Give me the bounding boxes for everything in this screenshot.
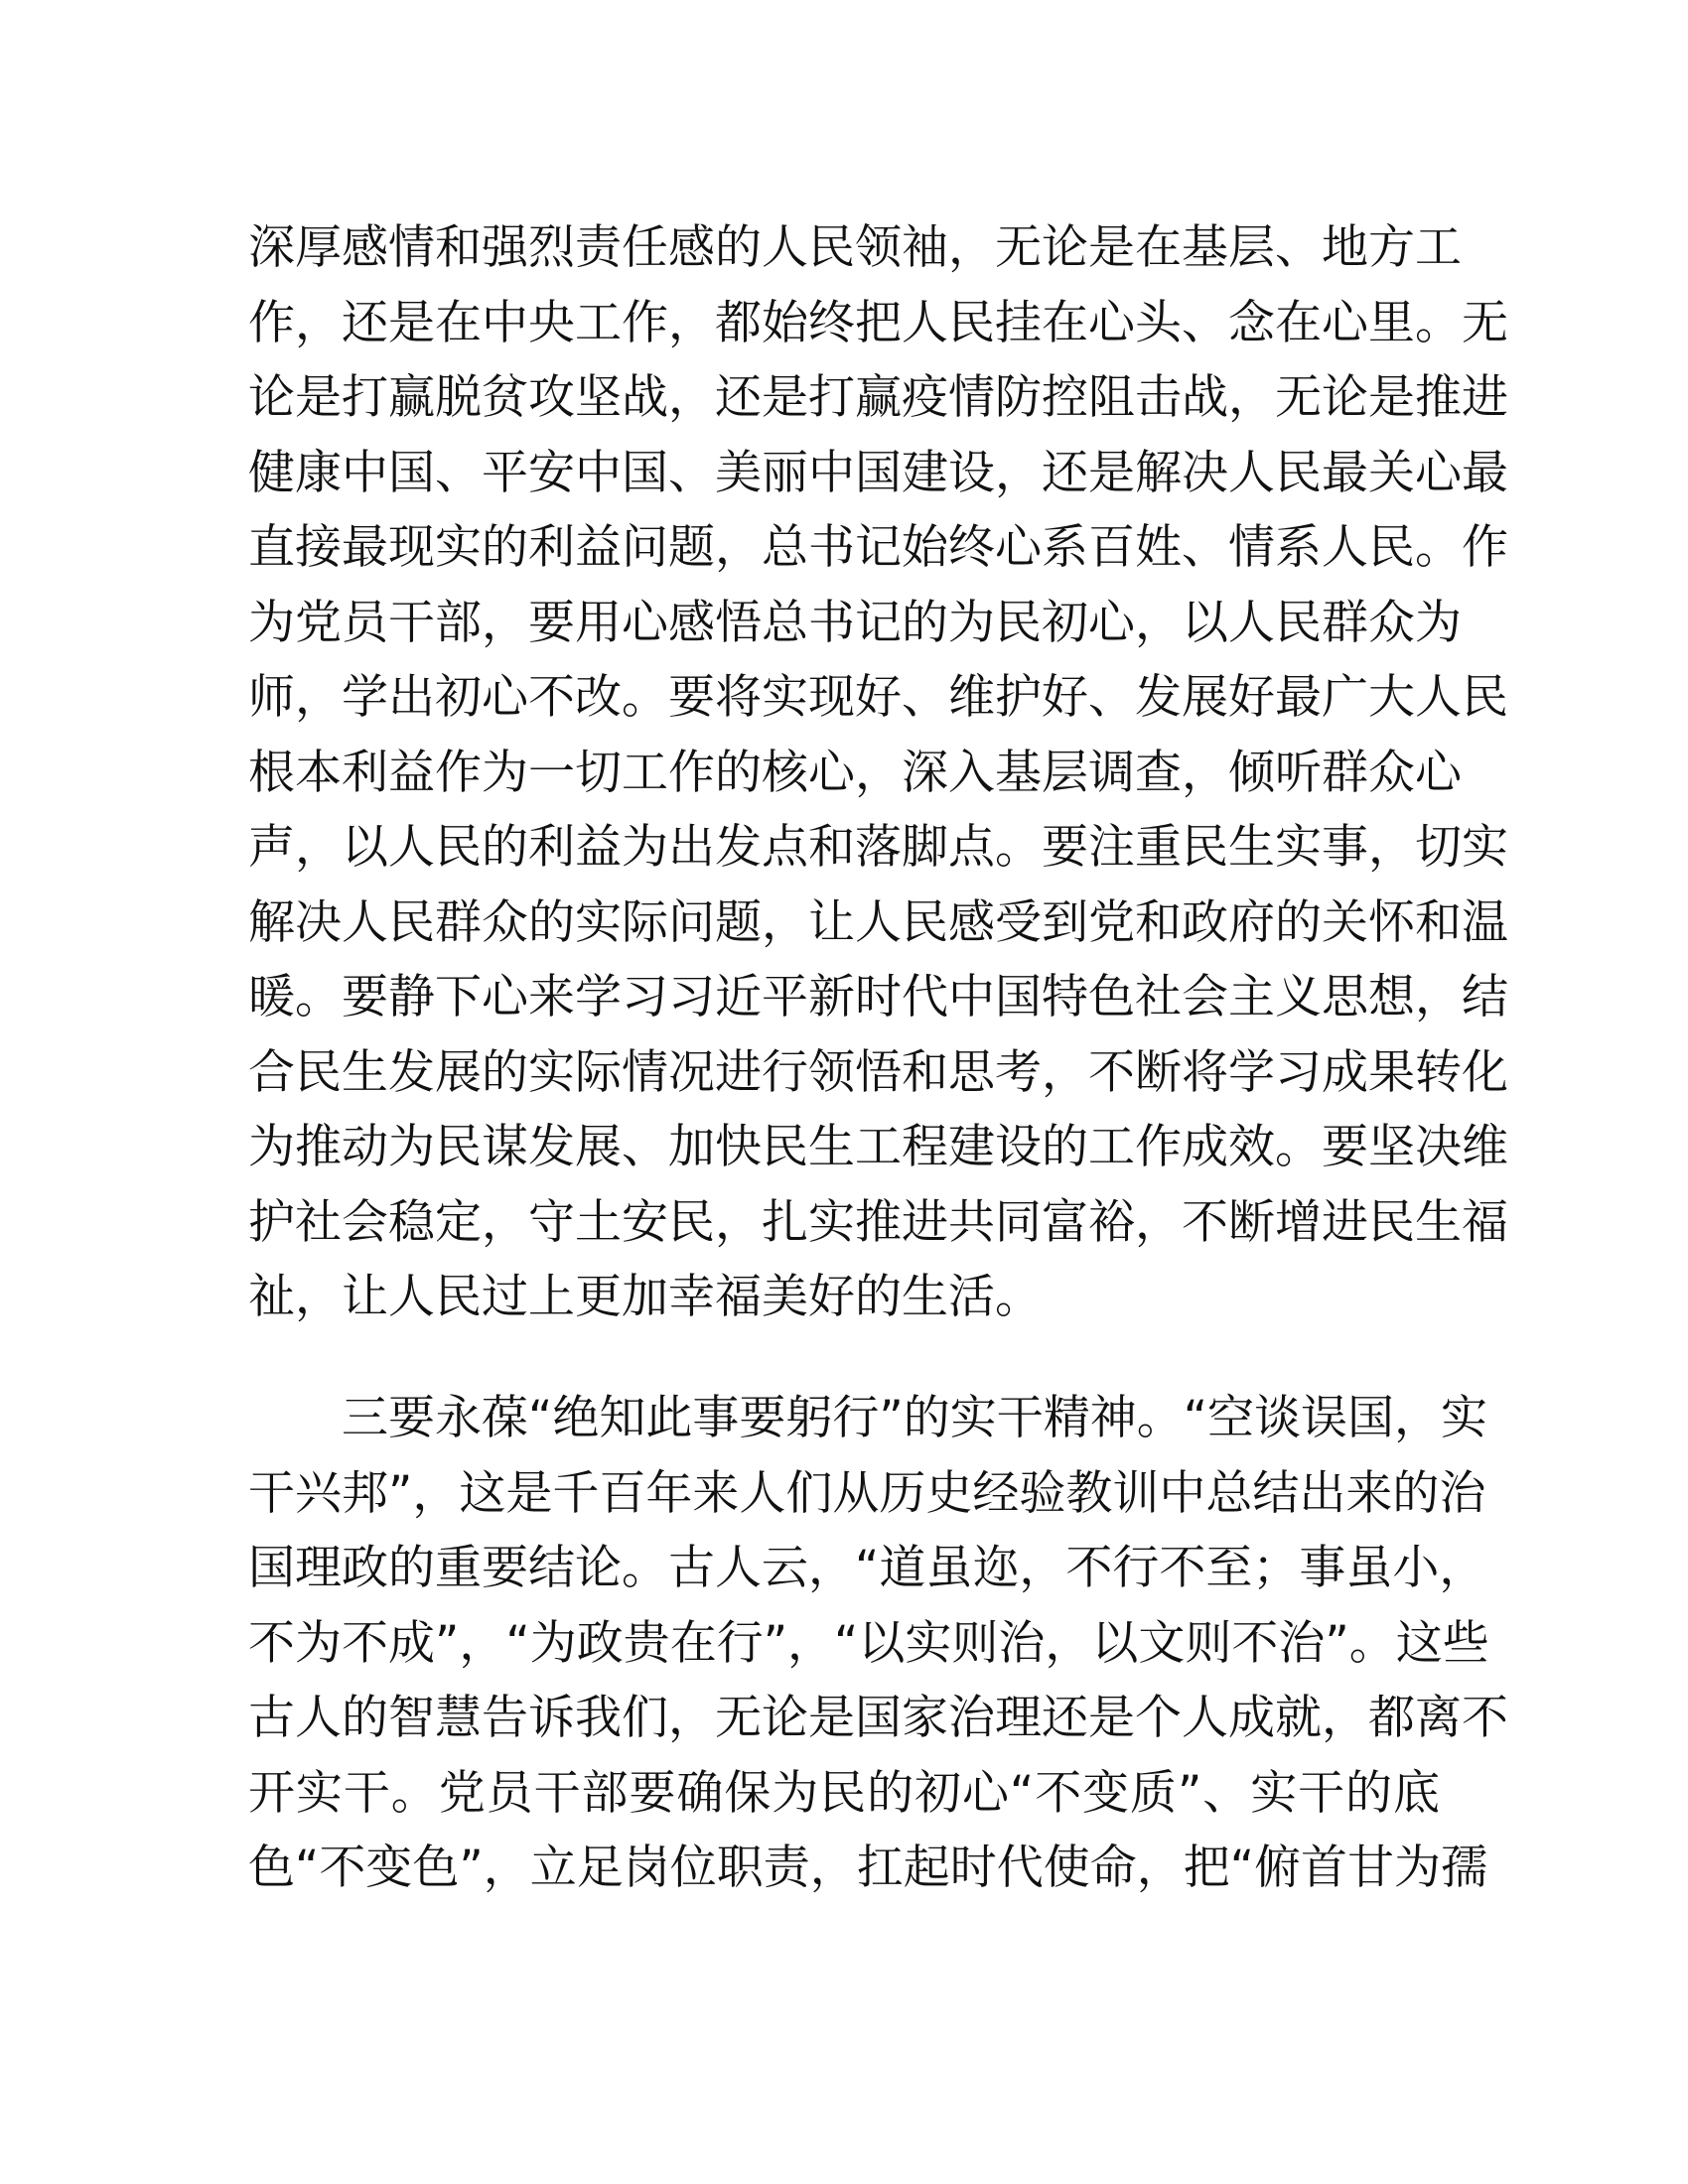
text-line: 论是打赢脱贫攻坚战，还是打赢疫情防控阻击战，无论是推进: [248, 370, 1508, 425]
text-line: 不为不成”，“为政贵在行”，“以实则治，以文则不治”。这些: [248, 1615, 1489, 1671]
text-line: 祉，让人民过上更加幸福美好的生活。: [248, 1270, 1042, 1324]
text-line: 色“不变色”，立足岗位职责，扛起时代使命，把“俯首甘为孺: [248, 1841, 1488, 1895]
text-line: 合民生发展的实际情况进行领悟和思考，不断将学习成果转化: [248, 1044, 1508, 1100]
text-line: 声，以人民的利益为出发点和落脚点。要注重民生实事，切实: [248, 820, 1508, 875]
text-line: 暖。要静下心来学习习近平新时代中国特色社会主义思想，结: [248, 970, 1508, 1024]
text-line: 深厚感情和强烈责任感的人民领袖，无论是在基层、地方工: [248, 220, 1462, 275]
text-line: 古人的智慧告诉我们，无论是国家治理还是个人成就，都离不: [248, 1691, 1508, 1745]
text-line: 三要永葆“绝知此事要躬行”的实干精神。“空谈误国，实: [342, 1391, 1488, 1445]
text-line: 健康中国、平安中国、美丽中国建设，还是解决人民最关心最: [248, 445, 1508, 500]
paragraph-2: [248, 1381, 1508, 1906]
text-line: 为党员干部，要用心感悟总书记的为民初心，以人民群众为: [248, 595, 1462, 650]
text-line: 护社会稳定，守土安民，扎实推进共同富裕，不断增进民生福: [248, 1194, 1508, 1250]
text-line: 干兴邦”，这是千百年来人们从历史经验教训中总结出来的治: [248, 1465, 1486, 1521]
text-line: 为推动为民谋发展、加快民生工程建设的工作成效。要坚决维: [248, 1120, 1508, 1174]
text-line: 国理政的重要结论。古人云，“道虽迩，不行不至；事虽小，: [248, 1541, 1486, 1595]
text-line: 开实干。党员干部要确保为民的初心“不变质”、实干的底: [248, 1765, 1440, 1821]
text-line: 直接最现实的利益问题，总书记始终心系百姓、情系人民。作: [248, 520, 1508, 575]
text-line: 师，学出初心不改。要将实现好、维护好、发展好最广大人民: [248, 670, 1508, 725]
text-line: 根本利益作为一切工作的核心，深入基层调查，倾听群众心: [248, 745, 1462, 800]
paragraph-1: [248, 210, 1508, 1335]
text-line: 解决人民群众的实际问题，让人民感受到党和政府的关怀和温: [248, 894, 1508, 950]
text-line: 作，还是在中央工作，都始终把人民挂在心头、念在心里。无: [248, 295, 1508, 350]
